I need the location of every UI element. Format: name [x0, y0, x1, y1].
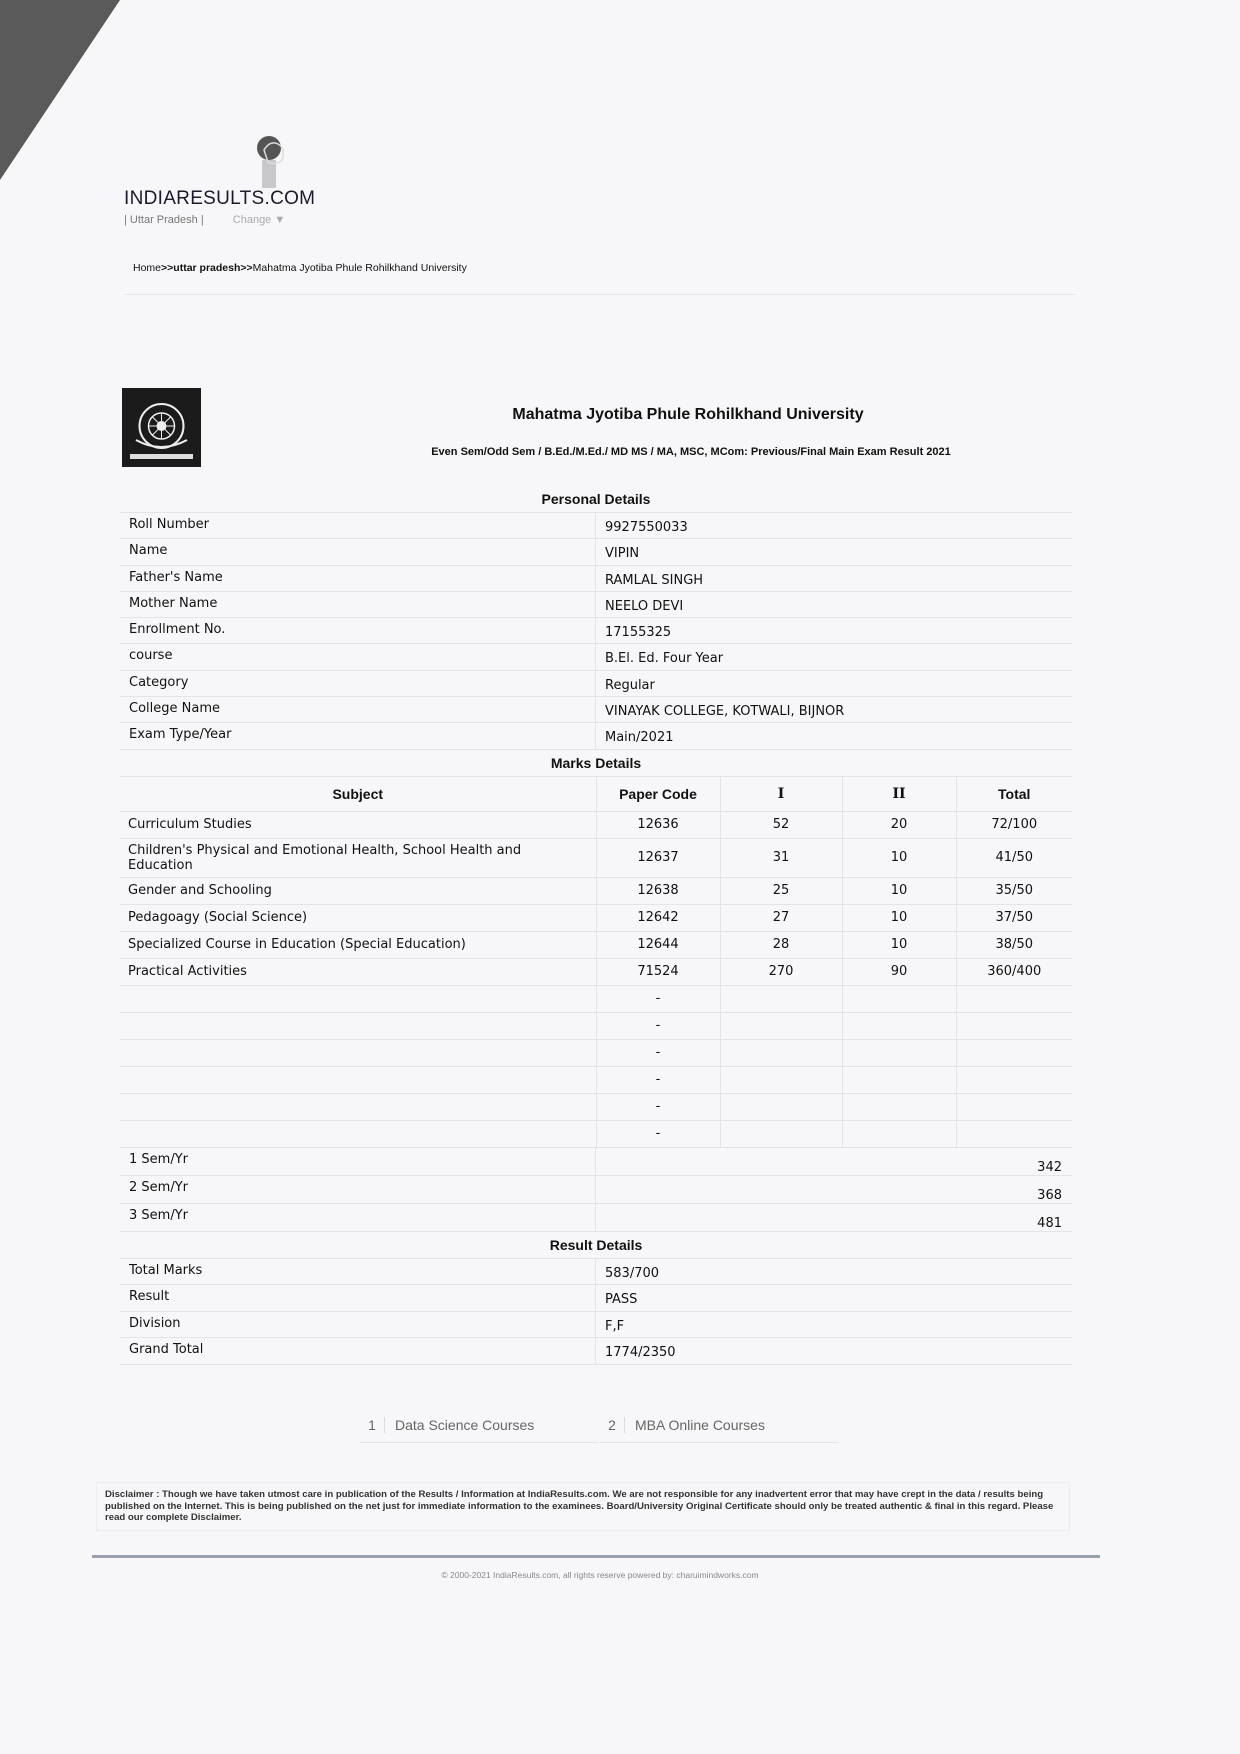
- detail-value: B.El. Ed. Four Year: [605, 651, 724, 667]
- page-corner-fold: [0, 0, 120, 180]
- paper-code: -: [596, 1120, 720, 1147]
- detail-label: Exam Type/Year: [120, 723, 596, 748]
- paper-code: -: [596, 1012, 720, 1039]
- table-row: [120, 877, 1072, 904]
- marks-ii: 20: [842, 811, 956, 838]
- blank-cell: [956, 1066, 1072, 1093]
- semester-value: 481: [1037, 1215, 1062, 1231]
- marks-total: 37/50: [956, 904, 1072, 931]
- blank-cell: [120, 1066, 596, 1093]
- result-details-heading: Result Details: [120, 1232, 1072, 1259]
- detail-row: [120, 592, 1072, 618]
- marks-ii: 10: [842, 877, 956, 904]
- detail-value: RAMLAL SINGH: [605, 572, 704, 588]
- paper-code: -: [596, 985, 720, 1012]
- marks-i: 25: [720, 877, 842, 904]
- disclaimer: Disclaimer : Though we have taken utmost care in publication of the Results / Information at IndiaResults.com. We are not responsible for any inadvertent error that may have crept in the data / results being published on the Internet. This is being published on the net just for immediate information to the examinees. Board/University Original Certificate should only be treated authentic & final in this regard. Please read our complete Disclaimer.: [96, 1482, 1070, 1531]
- copyright: © 2000-2021 IndiaResults.com, all rights reserve powered by: charuimindworks.com: [441, 1570, 759, 1580]
- result-details: [120, 1259, 1072, 1365]
- blank-cell: [842, 985, 956, 1012]
- marks-total: 72/100: [956, 811, 1072, 838]
- paper-code: 12636: [596, 811, 720, 838]
- blank-cell: [720, 1039, 842, 1066]
- marks-i: 31: [720, 838, 842, 877]
- subject-name: Gender and Schooling: [120, 877, 596, 904]
- paper-code: -: [596, 1039, 720, 1066]
- table-row: [120, 811, 1072, 838]
- marks-i: 27: [720, 904, 842, 931]
- blank-cell: [720, 1120, 842, 1147]
- change-state-button[interactable]: Change ▼: [232, 214, 286, 226]
- blank-cell: [120, 1120, 596, 1147]
- semester-value: 368: [1037, 1187, 1062, 1203]
- site-logo-icon: [194, 132, 284, 188]
- site-logo-text: INDIARESULTS.COM: [124, 188, 316, 209]
- col-paper-code: Paper Code: [596, 777, 720, 812]
- detail-value: Main/2021: [605, 730, 674, 746]
- detail-label: Category: [120, 671, 596, 696]
- detail-row: [120, 644, 1072, 670]
- marks-total: 41/50: [956, 838, 1072, 877]
- semester-totals: [120, 1148, 1072, 1232]
- paper-code: 12638: [596, 877, 720, 904]
- paper-code: 12642: [596, 904, 720, 931]
- result-label: Division: [120, 1312, 596, 1338]
- col-subject: Subject: [120, 777, 596, 812]
- result-label: Result: [120, 1285, 596, 1311]
- blank-cell: [956, 985, 1072, 1012]
- marks-total: 38/50: [956, 931, 1072, 958]
- semester-label: 3 Sem/Yr: [120, 1204, 596, 1231]
- result-row: [120, 1259, 1072, 1286]
- marks-ii: 10: [842, 931, 956, 958]
- breadcrumb-state[interactable]: uttar pradesh: [173, 262, 241, 274]
- detail-value: NEELO DEVI: [605, 598, 684, 614]
- paper-code: -: [596, 1093, 720, 1120]
- blank-row: [120, 1012, 1072, 1039]
- paper-code: 71524: [596, 958, 720, 985]
- blank-cell: [956, 1039, 1072, 1066]
- exam-title: Even Sem/Odd Sem / B.Ed./M.Ed./ MD MS / MA, MSC, MCom: Previous/Final Main Exam Result 2021: [431, 446, 951, 458]
- ad-link-mba[interactable]: [600, 1408, 838, 1443]
- subject-name: Curriculum Studies: [120, 811, 596, 838]
- detail-value: 17155325: [605, 625, 672, 641]
- result-value: F,F: [605, 1318, 625, 1334]
- result-value: PASS: [605, 1292, 638, 1308]
- semester-value: 342: [1037, 1159, 1062, 1175]
- detail-value: VIPIN: [605, 546, 640, 562]
- marks-i: 52: [720, 811, 842, 838]
- result-label: Grand Total: [120, 1338, 596, 1364]
- ad-link-label[interactable]: MBA Online Courses: [635, 1417, 765, 1433]
- result-row: [120, 1285, 1072, 1312]
- detail-value: Regular: [605, 677, 655, 693]
- blank-cell: [956, 1120, 1072, 1147]
- marks-total: 360/400: [956, 958, 1072, 985]
- subject-name: Children's Physical and Emotional Health, School Health and Education: [120, 838, 596, 877]
- personal-details: [120, 513, 1072, 750]
- detail-row: [120, 723, 1072, 749]
- semester-row: [120, 1204, 1072, 1232]
- blank-row: [120, 1093, 1072, 1120]
- semester-label: 2 Sem/Yr: [120, 1176, 596, 1203]
- marks-details-heading: Marks Details: [120, 750, 1072, 777]
- subject-name: Pedagoagy (Social Science): [120, 904, 596, 931]
- result-value: 583/700: [605, 1265, 660, 1281]
- personal-details-heading: Personal Details: [120, 486, 1072, 513]
- detail-label: course: [120, 644, 596, 669]
- marks-ii: 10: [842, 904, 956, 931]
- marks-header-row: [120, 777, 1072, 812]
- detail-row: [120, 513, 1072, 539]
- result-row: [120, 1312, 1072, 1339]
- marks-table: [120, 777, 1072, 1148]
- marks-i: 270: [720, 958, 842, 985]
- blank-cell: [842, 1039, 956, 1066]
- ad-link-number: 2: [600, 1417, 625, 1433]
- university-name: Mahatma Jyotiba Phule Rohilkhand University: [512, 406, 864, 423]
- detail-row: [120, 539, 1072, 565]
- detail-row: [120, 618, 1072, 644]
- paper-code: 12637: [596, 838, 720, 877]
- ad-links: [360, 1408, 840, 1443]
- detail-row: [120, 697, 1072, 723]
- breadcrumb-university: Mahatma Jyotiba Phule Rohilkhand University: [252, 262, 467, 274]
- ad-link-data-science[interactable]: [360, 1408, 598, 1443]
- semester-row: [120, 1176, 1072, 1204]
- detail-value: VINAYAK COLLEGE, KOTWALI, BIJNOR: [605, 704, 845, 720]
- detail-label: Father's Name: [120, 566, 596, 591]
- blank-cell: [956, 1012, 1072, 1039]
- paper-code: -: [596, 1066, 720, 1093]
- col-total: Total: [956, 777, 1072, 812]
- detail-label: Roll Number: [120, 513, 596, 538]
- marks-total: 35/50: [956, 877, 1072, 904]
- semester-label: 1 Sem/Yr: [120, 1148, 596, 1175]
- blank-row: [120, 985, 1072, 1012]
- blank-cell: [720, 1012, 842, 1039]
- ad-link-label[interactable]: Data Science Courses: [395, 1417, 535, 1433]
- result-sheet: [120, 486, 1072, 1365]
- table-row: [120, 958, 1072, 985]
- subject-name: Practical Activities: [120, 958, 596, 985]
- table-row: [120, 931, 1072, 958]
- state-label: | Uttar Pradesh |: [124, 214, 204, 226]
- blank-cell: [842, 1120, 956, 1147]
- blank-cell: [720, 985, 842, 1012]
- breadcrumb-divider: [124, 294, 1076, 295]
- breadcrumb: [133, 262, 467, 274]
- result-row: [120, 1338, 1072, 1365]
- marks-i: 28: [720, 931, 842, 958]
- breadcrumb-home[interactable]: Home: [133, 262, 162, 274]
- blank-cell: [842, 1012, 956, 1039]
- breadcrumb-separator: >>: [161, 262, 174, 274]
- table-row: [120, 904, 1072, 931]
- blank-cell: [120, 985, 596, 1012]
- blank-cell: [842, 1093, 956, 1120]
- detail-label: College Name: [120, 697, 596, 722]
- breadcrumb-separator: >>: [240, 262, 253, 274]
- marks-ii: 10: [842, 838, 956, 877]
- blank-cell: [120, 1039, 596, 1066]
- blank-cell: [120, 1093, 596, 1120]
- table-row: [120, 838, 1072, 877]
- detail-label: Enrollment No.: [120, 618, 596, 643]
- blank-cell: [956, 1093, 1072, 1120]
- blank-cell: [720, 1093, 842, 1120]
- detail-label: Mother Name: [120, 592, 596, 617]
- blank-cell: [120, 1012, 596, 1039]
- blank-cell: [842, 1066, 956, 1093]
- detail-row: [120, 671, 1072, 697]
- blank-row: [120, 1039, 1072, 1066]
- col-i: I: [720, 777, 842, 812]
- subject-name: Specialized Course in Education (Special Education): [120, 931, 596, 958]
- marks-ii: 90: [842, 958, 956, 985]
- detail-label: Name: [120, 539, 596, 564]
- blank-cell: [720, 1066, 842, 1093]
- col-ii: II: [842, 777, 956, 812]
- state-selector[interactable]: [124, 214, 285, 226]
- result-value: 1774/2350: [605, 1345, 676, 1361]
- ad-link-number: 1: [360, 1417, 385, 1433]
- blank-row: [120, 1120, 1072, 1147]
- detail-value: 9927550033: [605, 520, 688, 535]
- paper-code: 12644: [596, 931, 720, 958]
- detail-row: [120, 566, 1072, 592]
- blank-row: [120, 1066, 1072, 1093]
- semester-row: [120, 1148, 1072, 1176]
- footer-divider: [92, 1555, 1100, 1558]
- result-label: Total Marks: [120, 1259, 596, 1285]
